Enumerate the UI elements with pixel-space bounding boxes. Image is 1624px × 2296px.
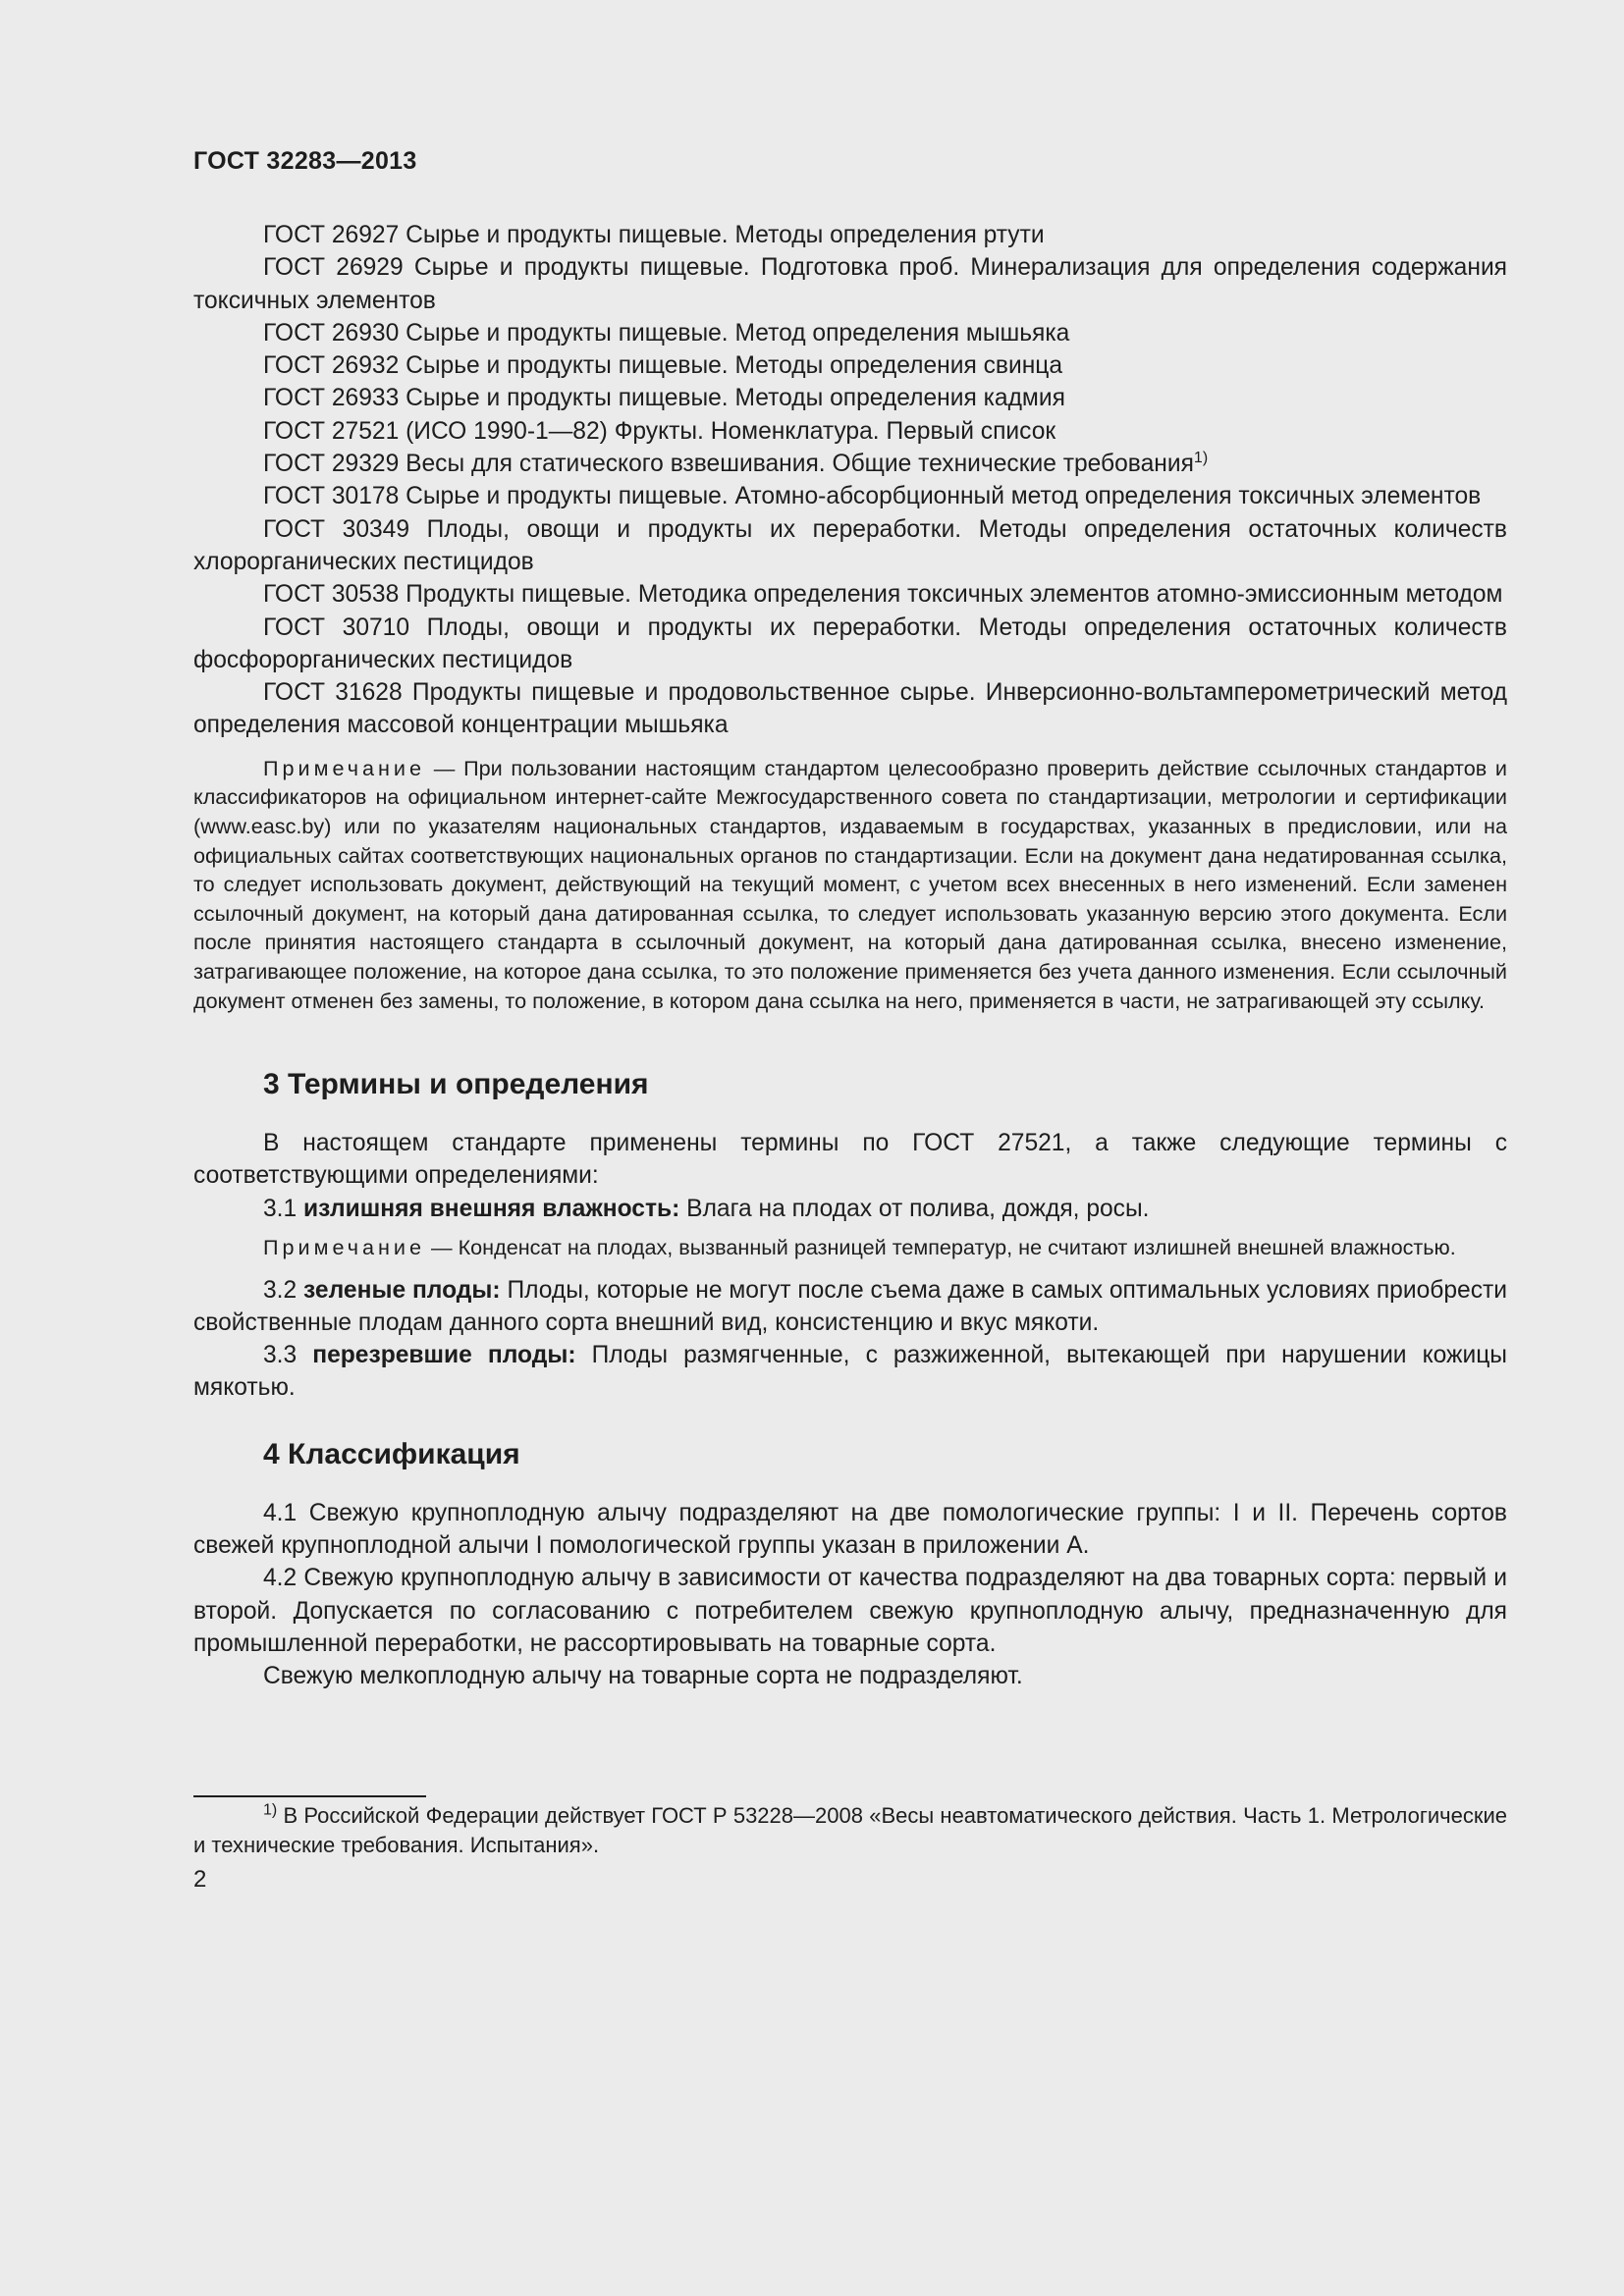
- term-name: излишняя внешняя влажность:: [303, 1195, 680, 1222]
- footnote-area: [193, 1795, 1507, 1860]
- term-definition: Плоды размягченные, с разжиженной, вытекающей при нарушении кожицы мякотью.: [193, 1342, 1507, 1402]
- footnote-text: В Российской Федерации действует ГОСТ Р 53228—2008 «Весы неавтоматического действия. Часть 1. Метрологические и технические требования. Испытания».: [193, 1802, 1507, 1857]
- reference-item: ГОСТ 26933 Сырье и продукты пищевые. Методы определения кадмия: [263, 385, 1065, 412]
- reference-item: ГОСТ 30178 Сырье и продукты пищевые. Атомно-абсорбционный метод определения токсичных элементов: [263, 483, 1482, 510]
- note-label: Примечание: [263, 1234, 425, 1259]
- term-number: 3.3: [263, 1342, 313, 1369]
- references-note: [193, 754, 1507, 1015]
- reference-text: ГОСТ 29329 Весы для статического взвешивания. Общие технические требования: [263, 451, 1194, 478]
- term-3-2: [193, 1274, 1507, 1340]
- note-text: — При пользовании настоящим стандартом целесообразно проверить действие ссылочных стандартов и классификаторов на официальном интернет-сайте Межгосударственного совета по стандартизации, метрологии и сертификации (www.easc.by) или по указателям национальных стандартов, издаваемым в государствах, указанных в предисловии, или на официальных сайтах соответствующих национальных органов по стандартизации. Если на документ дана недатированная ссылка, то следует использовать документ, действующий на текущий момент, с учетом всех внесенных в него изменений. Если заменен ссылочный документ, на который дана датированная ссылка, то следует использовать указанную версию этого документа. Если после принятия настоящего стандарта в ссылочный документ, на который дана датированная ссылка, внесено изменение, затрагивающее положение, на которое дана ссылка, то это положение применяется без учета данного изменения. Если ссылочный документ отменен без замены, то положение, в котором дана ссылка на него, применяется в части, не затрагивающей эту ссылку.: [193, 755, 1507, 1013]
- section-3-title: 3 Термины и определения: [263, 1068, 649, 1101]
- reference-item: ГОСТ 26932 Сырье и продукты пищевые. Методы определения свинца: [263, 352, 1063, 380]
- reference-item: ГОСТ 30538 Продукты пищевые. Методика определения токсичных элементов атомно-эмиссионным методом: [263, 581, 1503, 609]
- reference-item: ГОСТ 26929 Сырье и продукты пищевые. Подготовка проб. Минерализация для определения содержания токсичных элементов: [193, 254, 1507, 314]
- term-3-3: [193, 1339, 1507, 1405]
- reference-item: [193, 448, 1507, 480]
- paragraph-4-3: Свежую мелкоплодную алычу на товарные сорта не подразделяют.: [263, 1663, 1023, 1690]
- note-text: — Конденсат на плодах, вызванный разницей температур, не считают излишней внешней влажностью.: [425, 1234, 1456, 1259]
- footnote-marker: 1): [1193, 449, 1209, 466]
- term-definition: Плоды, которые не могут после съема даже в самых оптимальных условиях приобрести свойственные плодам данного сорта внешний вид, консистенцию и вкус мякоти.: [193, 1276, 1507, 1336]
- reference-item: ГОСТ 26930 Сырье и продукты пищевые. Метод определения мышьяка: [263, 319, 1070, 347]
- reference-item: ГОСТ 30349 Плоды, овощи и продукты их переработки. Методы определения остаточных количеств хлорорганических пестицидов: [193, 515, 1507, 575]
- section-4-title: 4 Классификация: [263, 1437, 520, 1470]
- paragraph-4-1: 4.1 Свежую крупноплодную алычу подразделяют на две помологические группы: I и II. Перечень сортов свежей крупноплодной алычи I помологической группы указан в приложении А.: [193, 1499, 1507, 1560]
- term-number: 3.1: [263, 1195, 304, 1222]
- references-list: [193, 219, 1507, 742]
- term-definition: Влага на плодах от полива, дождя, росы.: [679, 1195, 1150, 1222]
- document-page: [193, 147, 1507, 1894]
- reference-item: ГОСТ 27521 (ИСО 1990-1—82) Фрукты. Номенклатура. Первый список: [263, 417, 1056, 445]
- term-number: 3.2: [263, 1276, 304, 1304]
- section-3-intro: В настоящем стандарте применены термины по ГОСТ 27521, а также следующие термины с соответствующими определениями:: [193, 1130, 1507, 1190]
- note-label: Примечание: [263, 755, 425, 780]
- paragraph-4-2: 4.2 Свежую крупноплодную алычу в зависимости от качества подразделяют на два товарных сорта: первый и второй. Допускается по согласованию с потребителем свежую крупноплодную алычу, предназначенную для промышленной переработки, не рассортировывать на товарные сорта.: [193, 1565, 1507, 1657]
- page-number: 2: [193, 1865, 207, 1893]
- reference-item: ГОСТ 30710 Плоды, овощи и продукты их переработки. Методы определения остаточных количеств фосфорорганических пестицидов: [193, 614, 1507, 673]
- term-3-1: [193, 1193, 1507, 1225]
- term-note: [193, 1233, 1507, 1262]
- term-name: перезревшие плоды:: [312, 1342, 576, 1369]
- footnote-marker: 1): [263, 1801, 278, 1819]
- footnote-separator: [193, 1795, 426, 1797]
- footnote: [193, 1801, 1507, 1860]
- reference-item: ГОСТ 26927 Сырье и продукты пищевые. Методы определения ртути: [263, 222, 1045, 248]
- reference-item: ГОСТ 31628 Продукты пищевые и продовольственное сырье. Инверсионно-вольтамперометрический метод определения массовой концентрации мышьяка: [193, 679, 1507, 739]
- document-header: ГОСТ 32283—2013: [193, 147, 417, 175]
- term-name: зеленые плоды:: [303, 1276, 501, 1304]
